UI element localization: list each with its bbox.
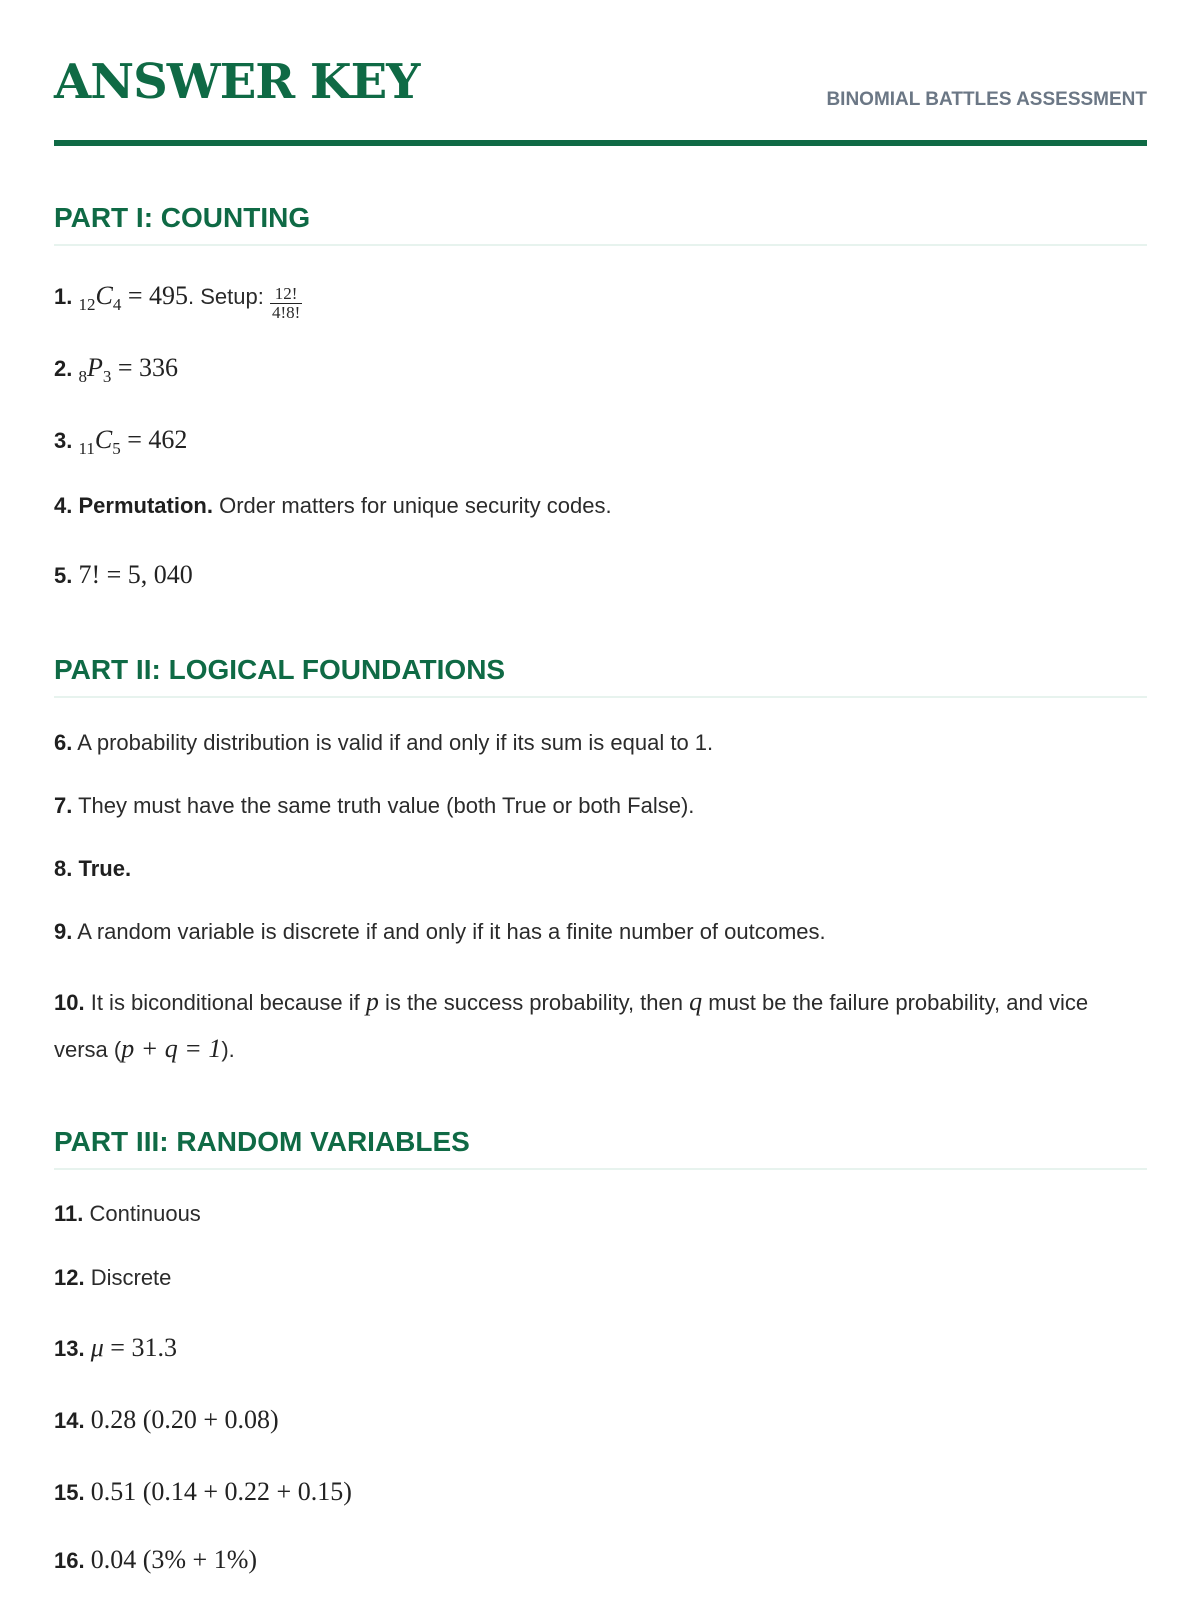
mean-expression: μ = 31.3 [90, 1333, 177, 1362]
answer-2 [54, 345, 1147, 392]
probability-expression: 0.04 (3% + 1%) [90, 1545, 258, 1574]
answer-number: 8. [54, 856, 73, 881]
answer-number: 15. [54, 1480, 85, 1505]
answer-13 [54, 1325, 1147, 1372]
answer-8 [54, 846, 1147, 892]
factorial-expression: 7! = 5, 040 [78, 560, 193, 589]
answer-14 [54, 1397, 1147, 1444]
setup-fraction: $\frac{12!}{4!8!}$ [271, 284, 301, 322]
answer-text-a: It is biconditional because if [90, 990, 360, 1015]
combination-expression: $_{11}C_5 = 462$ [78, 425, 188, 458]
combination-expression: $_{12}C_4 = 495$ [78, 281, 188, 314]
probability-expression: 0.51 (0.14 + 0.22 + 0.15) [90, 1477, 352, 1506]
section-title-random-variables: PART III: RANDOM VARIABLES [54, 1124, 1147, 1170]
answer-number: 3. [54, 428, 73, 453]
page-header [54, 52, 1147, 112]
answer-number: 6. [54, 730, 73, 755]
answer-text: Continuous [89, 1201, 201, 1226]
answer-text: A probability distribution is valid if and only if its sum is equal to 1. [77, 730, 714, 755]
sum-equation: p + q = 1 [121, 1034, 222, 1063]
section-title-counting: PART I: COUNTING [54, 200, 1147, 246]
answer-16 [54, 1537, 1147, 1584]
answer-text: Order matters for unique security codes. [219, 493, 612, 518]
answer-number: 2. [54, 356, 73, 381]
answer-number: 11. [54, 1201, 84, 1226]
answer-text-b: is the success probability, then [385, 990, 683, 1015]
variable-q: q [689, 987, 703, 1016]
answer-number: 4. [54, 493, 73, 518]
answer-number: 13. [54, 1336, 85, 1361]
answer-number: 5. [54, 563, 73, 588]
answer-text: They must have the same truth value (both True or both False). [78, 793, 695, 818]
answer-1: 1. $_{12}C_4 = 495$. Setup: $\frac{12!}{4!8!}$ [54, 281, 301, 322]
answer-number: 7. [54, 793, 73, 818]
answer-6 [54, 720, 1147, 766]
answer-5 [54, 552, 1147, 599]
answer-3 [54, 417, 1147, 464]
permutation-expression: $_8P_3 = 336$ [78, 353, 179, 386]
answer-text-d: ). [221, 1037, 235, 1062]
answer-11 [54, 1191, 1147, 1237]
answer-keyword: True. [78, 856, 132, 881]
header-divider [54, 140, 1147, 146]
answer-number: 14. [54, 1408, 85, 1433]
answer-15 [54, 1469, 1147, 1516]
answer-number: 10. [54, 990, 85, 1015]
answer-9 [54, 909, 1147, 955]
answer-text-c: must be the failure probability, and vice versa ( [54, 990, 1089, 1062]
page-title: ANSWER KEY [54, 54, 420, 110]
answer-number: 9. [54, 919, 73, 944]
answer-text: A random variable is discrete if and only if it has a finite number of outcomes. [77, 919, 826, 944]
answer-7 [54, 783, 1147, 829]
answer-10 [54, 979, 1147, 1073]
variable-p: p [365, 987, 379, 1016]
probability-expression: 0.28 (0.20 + 0.08) [90, 1405, 279, 1434]
answer-12 [54, 1255, 1147, 1301]
assessment-name: BINOMIAL BATTLES ASSESSMENT [826, 89, 1147, 110]
setup-label: Setup: [200, 284, 264, 309]
answer-number: 16. [54, 1548, 85, 1573]
section-title-logical-foundations: PART II: LOGICAL FOUNDATIONS [54, 652, 1147, 698]
answer-number: 12. [54, 1265, 85, 1290]
answer-4 [54, 483, 1147, 529]
answer-number: 1. [54, 284, 73, 309]
answer-text: Discrete [90, 1265, 172, 1290]
answer-keyword: Permutation. [78, 493, 213, 518]
